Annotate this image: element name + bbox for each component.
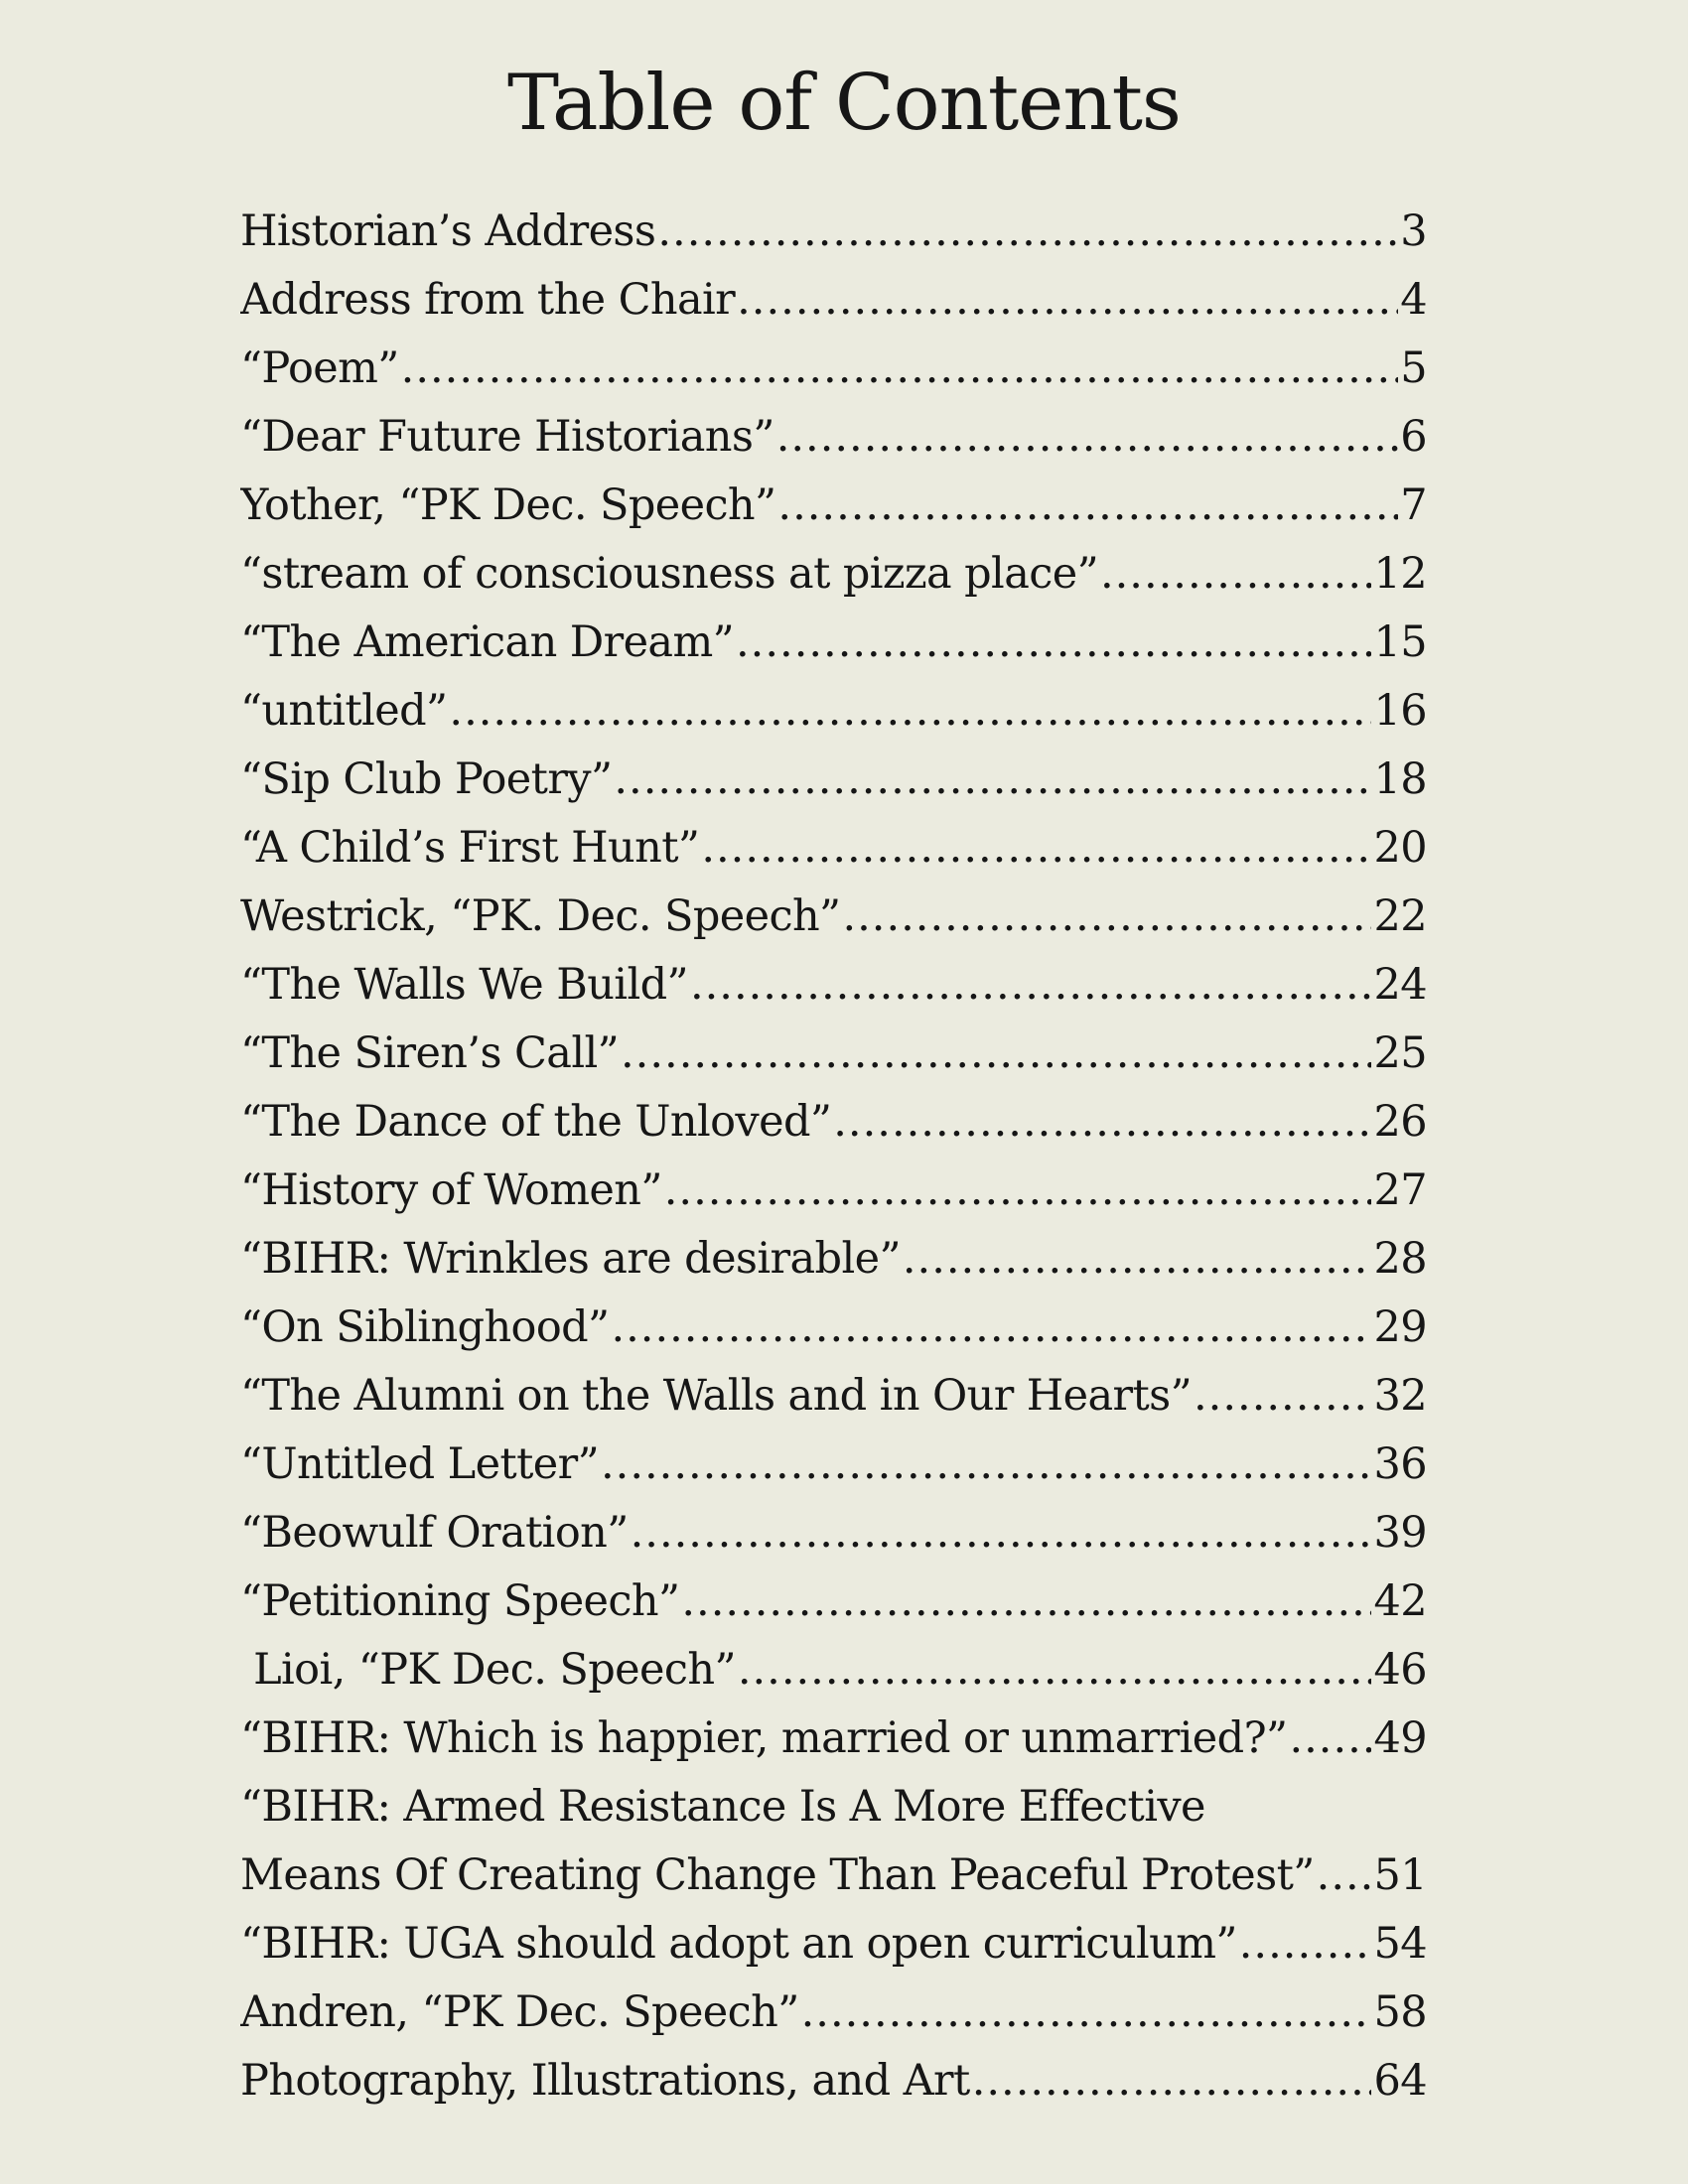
- toc-entry-page: 7: [1400, 480, 1427, 530]
- toc-entry-page: 54: [1373, 1919, 1427, 1969]
- toc-entry-page: 46: [1373, 1645, 1427, 1695]
- toc-entry[interactable]: [240, 960, 1427, 1028]
- toc-entry[interactable]: [240, 754, 1427, 823]
- toc-entry-label: “BIHR: Armed Resistance Is A More Effective: [240, 1782, 1205, 1832]
- leader-dots: [449, 686, 1371, 736]
- toc-list: [240, 206, 1427, 2124]
- leader-dots: [1194, 1371, 1371, 1421]
- toc-entry-label: “Untitled Letter”: [240, 1439, 599, 1489]
- toc-entry-page: 18: [1373, 754, 1427, 804]
- toc-entry[interactable]: [240, 686, 1427, 754]
- leader-dots: [601, 1439, 1371, 1489]
- toc-entry[interactable]: [240, 1371, 1427, 1439]
- toc-entry-page: 15: [1373, 617, 1427, 667]
- toc-entry-page: 16: [1373, 686, 1427, 736]
- toc-entry[interactable]: [240, 1439, 1427, 1508]
- toc-entry[interactable]: [240, 1097, 1427, 1165]
- leader-dots: [801, 1987, 1372, 2037]
- leader-dots: [611, 1302, 1371, 1352]
- toc-entry[interactable]: [240, 1919, 1427, 1987]
- toc-entry[interactable]: [240, 549, 1427, 617]
- leader-dots: [621, 1028, 1371, 1078]
- toc-entry[interactable]: [240, 343, 1427, 412]
- toc-entry-page: 22: [1373, 891, 1427, 941]
- toc-entry-page: 64: [1373, 2056, 1427, 2106]
- toc-entry[interactable]: [240, 1987, 1427, 2056]
- toc-entry[interactable]: [240, 617, 1427, 686]
- toc-entry[interactable]: [240, 1850, 1427, 1919]
- toc-entry-page: 32: [1373, 1371, 1427, 1421]
- toc-entry-label: “untitled”: [240, 686, 448, 736]
- toc-entry-label: “On Siblinghood”: [240, 1302, 610, 1352]
- leader-dots: [842, 891, 1371, 941]
- page-title: Table of Contents: [507, 59, 1181, 148]
- toc-entry[interactable]: [240, 823, 1427, 891]
- toc-entry-label: “The Walls We Build”: [240, 960, 688, 1010]
- toc-entry-line1[interactable]: [240, 1782, 1427, 1850]
- leader-dots: [736, 617, 1371, 667]
- toc-entry-label: “BIHR: UGA should adopt an open curriculum”: [240, 1919, 1237, 1969]
- toc-entry-label: Lioi, “PK Dec. Speech”: [240, 1645, 736, 1695]
- toc-entry-label: “A Child’s First Hunt”: [240, 823, 700, 873]
- toc-entry[interactable]: [240, 1645, 1427, 1713]
- toc-entry-label: Yother, “PK Dec. Speech”: [240, 480, 776, 530]
- toc-entry-page: 24: [1373, 960, 1427, 1010]
- toc-entry[interactable]: [240, 1028, 1427, 1097]
- toc-entry-page: 4: [1400, 275, 1427, 325]
- toc-entry[interactable]: [240, 1713, 1427, 1782]
- toc-entry-page: 3: [1400, 206, 1427, 256]
- toc-entry-label: “Beowulf Oration”: [240, 1508, 629, 1558]
- toc-entry-label: “Poem”: [240, 343, 399, 393]
- toc-entry[interactable]: [240, 1302, 1427, 1371]
- leader-dots: [657, 206, 1398, 256]
- toc-entry-label: Andren, “PK Dec. Speech”: [240, 1987, 799, 2037]
- toc-entry-page: 49: [1373, 1713, 1427, 1763]
- leader-dots: [737, 275, 1398, 325]
- toc-entry[interactable]: [240, 1576, 1427, 1645]
- toc-entry-label: “The Alumni on the Walls and in Our Hearts”: [240, 1371, 1193, 1421]
- leader-dots: [664, 1165, 1372, 1215]
- toc-entry-label: Historian’s Address: [240, 206, 656, 256]
- toc-entry[interactable]: [240, 480, 1427, 549]
- leader-dots: [401, 343, 1399, 393]
- toc-entry-page: 36: [1373, 1439, 1427, 1489]
- toc-entry[interactable]: [240, 1508, 1427, 1576]
- toc-entry-label: Address from the Chair: [240, 275, 736, 325]
- leader-dots: [972, 2056, 1372, 2106]
- toc-entry-label: “The Siren’s Call”: [240, 1028, 620, 1078]
- toc-entry-label: “The American Dream”: [240, 617, 735, 667]
- toc-entry[interactable]: [240, 412, 1427, 480]
- toc-entry[interactable]: [240, 1165, 1427, 1234]
- toc-entry[interactable]: [240, 275, 1427, 343]
- toc-entry-page: 51: [1373, 1850, 1427, 1900]
- leader-dots: [776, 412, 1399, 462]
- toc-entry-label: Photography, Illustrations, and Art: [240, 2056, 970, 2106]
- toc-entry-page: 6: [1400, 412, 1427, 462]
- toc-entry-page: 5: [1400, 343, 1427, 393]
- leader-dots: [681, 1576, 1371, 1626]
- toc-entry-label: “History of Women”: [240, 1165, 662, 1215]
- toc-entry-label: “Sip Club Poetry”: [240, 754, 613, 804]
- leader-dots: [1239, 1919, 1372, 1969]
- toc-entry-label: “stream of consciousness at pizza place”: [240, 549, 1098, 599]
- toc-entry-page: 29: [1373, 1302, 1427, 1352]
- leader-dots: [631, 1508, 1372, 1558]
- leader-dots: [833, 1097, 1371, 1147]
- toc-entry-label: “BIHR: Which is happier, married or unmarried?”: [240, 1713, 1288, 1763]
- toc-entry-label: “BIHR: Wrinkles are desirable”: [240, 1234, 901, 1284]
- leader-dots: [1317, 1850, 1372, 1900]
- toc-entry[interactable]: [240, 206, 1427, 275]
- leader-dots: [1100, 549, 1372, 599]
- toc-entry-page: 28: [1373, 1234, 1427, 1284]
- leader-dots: [777, 480, 1398, 530]
- toc-entry-page: 20: [1373, 823, 1427, 873]
- leader-dots: [701, 823, 1371, 873]
- toc-entry[interactable]: [240, 1234, 1427, 1302]
- toc-entry-page: 39: [1373, 1508, 1427, 1558]
- leader-dots: [738, 1645, 1372, 1695]
- leader-dots: [690, 960, 1372, 1010]
- toc-entry-label: “The Dance of the Unloved”: [240, 1097, 832, 1147]
- leader-dots: [903, 1234, 1372, 1284]
- leader-dots: [1289, 1713, 1371, 1763]
- toc-entry-page: 12: [1373, 549, 1427, 599]
- toc-entry-page: 27: [1373, 1165, 1427, 1215]
- toc-entry[interactable]: [240, 2056, 1427, 2124]
- toc-entry-page: 25: [1373, 1028, 1427, 1078]
- toc-entry-label: “Petitioning Speech”: [240, 1576, 680, 1626]
- leader-dots: [614, 754, 1371, 804]
- toc-entry-label: Westrick, “PK. Dec. Speech”: [240, 891, 841, 941]
- toc-entry-page: 26: [1373, 1097, 1427, 1147]
- toc-entry-page: 42: [1373, 1576, 1427, 1626]
- toc-entry[interactable]: [240, 891, 1427, 960]
- toc-entry-label: Means Of Creating Change Than Peaceful Protest”: [240, 1850, 1315, 1900]
- toc-entry-page: 58: [1373, 1987, 1427, 2037]
- toc-entry-label: “Dear Future Historians”: [240, 412, 774, 462]
